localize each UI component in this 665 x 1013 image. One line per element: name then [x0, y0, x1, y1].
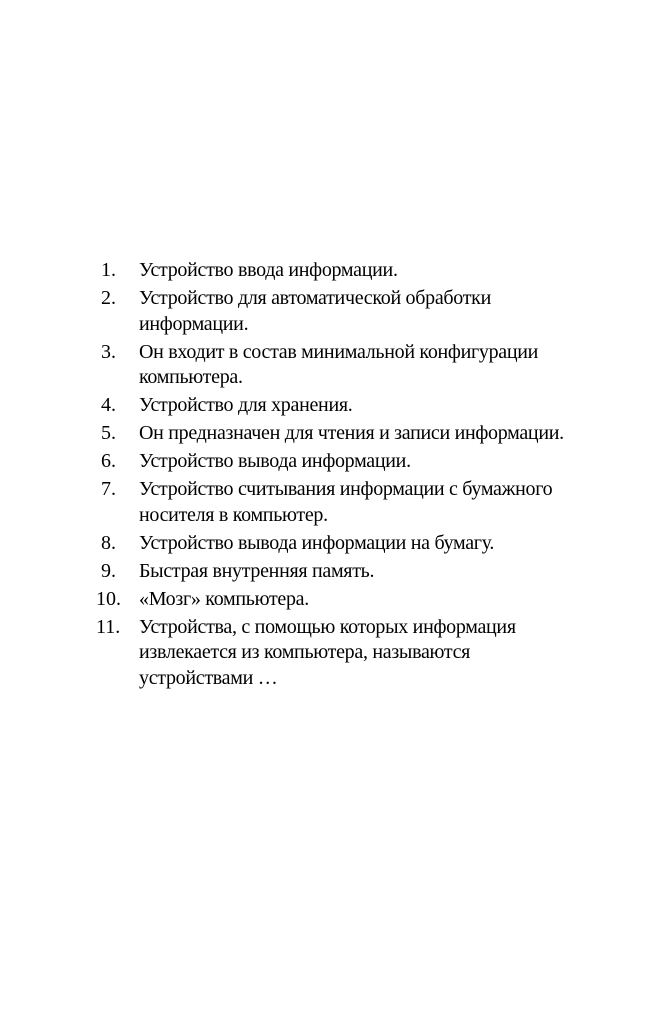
item-text: «Мозг» компьютера.: [139, 587, 309, 610]
item-text: Устройство ввода информации.: [139, 259, 398, 281]
item-text: Он входит в состав минимальной конфигурации компьютера.: [139, 340, 539, 388]
item-number: 2.: [101, 287, 116, 309]
item-text: Устройство считывания информации с бумажного носителя в компьютер.: [139, 478, 553, 526]
list-item: [96, 393, 656, 419]
item-text: Устройство вывода информации.: [139, 450, 411, 472]
list-item: [96, 286, 656, 337]
list-item: [96, 449, 656, 475]
list-item: [96, 421, 656, 447]
item-text: Устройства, с помощью которых информация извлекается из компьютера, называются устройствами …: [139, 615, 516, 689]
item-number: 6.: [101, 450, 116, 472]
item-number: 3.: [101, 340, 116, 363]
item-text: Он предназначен для чтения и записи информации.: [139, 422, 564, 444]
item-text: Быстрая внутренняя память.: [139, 559, 375, 582]
list-item: [96, 587, 656, 613]
numbered-question-list: [96, 258, 656, 694]
item-number: 7.: [101, 478, 116, 500]
item-number: 1.: [101, 259, 116, 281]
item-text: Устройство для хранения.: [139, 394, 353, 416]
list-item: [96, 258, 656, 284]
item-number: 11.: [96, 615, 121, 638]
item-number: 4.: [101, 394, 116, 416]
list-item: [96, 477, 656, 528]
item-text: Устройство вывода информации на бумагу.: [139, 531, 495, 554]
list-item: [96, 340, 656, 391]
list-item: [96, 559, 656, 585]
list-item: [96, 531, 656, 557]
item-number: 10.: [96, 587, 121, 610]
item-number: 9.: [101, 559, 116, 582]
item-text: Устройство для автоматической обработки информации.: [139, 287, 491, 335]
item-number: 8.: [101, 531, 116, 554]
list-item: [96, 615, 656, 692]
item-number: 5.: [101, 422, 116, 444]
